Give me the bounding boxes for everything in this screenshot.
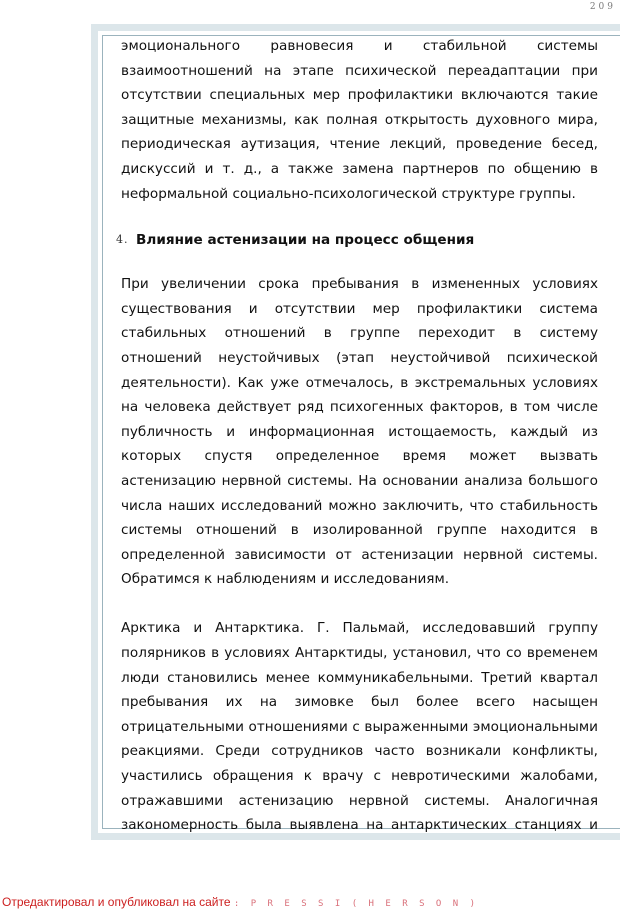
page-number: 209 bbox=[589, 2, 616, 12]
footer-prefix: Отредактировал и опубликовал на сайте bbox=[2, 895, 231, 909]
paragraph-3: Арктика и Антарктика. Г. Пальмай, исследовавший группу полярников в условиях Антарктиды, установил, что со временем люди становились менее коммуникабельными. Третий квартал пребывания их на зимовке был более всего насыщен отрицательными отношениями с выраженными эмоциональными реакциями. Среди сотрудников часто возникали конфликты, участились обращения к врачу с невротическими жалобами, отражавшими астенизацию нервной системы. Аналогичная закономерность была выявлена на антарктических станциях и bbox=[121, 620, 598, 834]
page-content bbox=[116, 34, 598, 838]
footer-credit bbox=[2, 895, 478, 909]
section-title: Влияние астенизации на процесс общения bbox=[136, 232, 475, 249]
paragraph-1: эмоционального равновесия и стабильной системы взаимоотношений на этапе психической переадаптации при отсутствии специальных мер профилактики включаются такие защитные механизмы, как полная открытость духовного мира, периодическая аутизация, чтение лекций, проведение бесед, дискуссий и т. д., а также замена партнеров по общению в неформальной социально-психологической структуре группы. bbox=[121, 38, 598, 202]
section-heading bbox=[116, 228, 598, 252]
footer-site-link[interactable]: : P R E S S I ( H E R S O N ) bbox=[233, 899, 478, 909]
section-number: 4. bbox=[116, 233, 129, 247]
paragraph-2: При увеличении срока пребывания в измененных условиях существования и отсутствии мер профилактики система стабильных отношений в группе переходит в систему отношений неустойчивых (этап неустойчивой психической деятельности). Как уже отмечалось, в экстремальных условиях на человека действует ряд психогенных факторов, в том числе публичность и информационная истощаемость, каждый из которых спустя определенное время может вызвать астенизацию нервной системы. На основании анализа большого числа наших исследований можно заключить, что стабильность системы отношений в изолированной группе находится в определенной зависимости от астенизации нервной системы. Обратимся к наблюдениям и исследованиям. bbox=[121, 276, 598, 588]
